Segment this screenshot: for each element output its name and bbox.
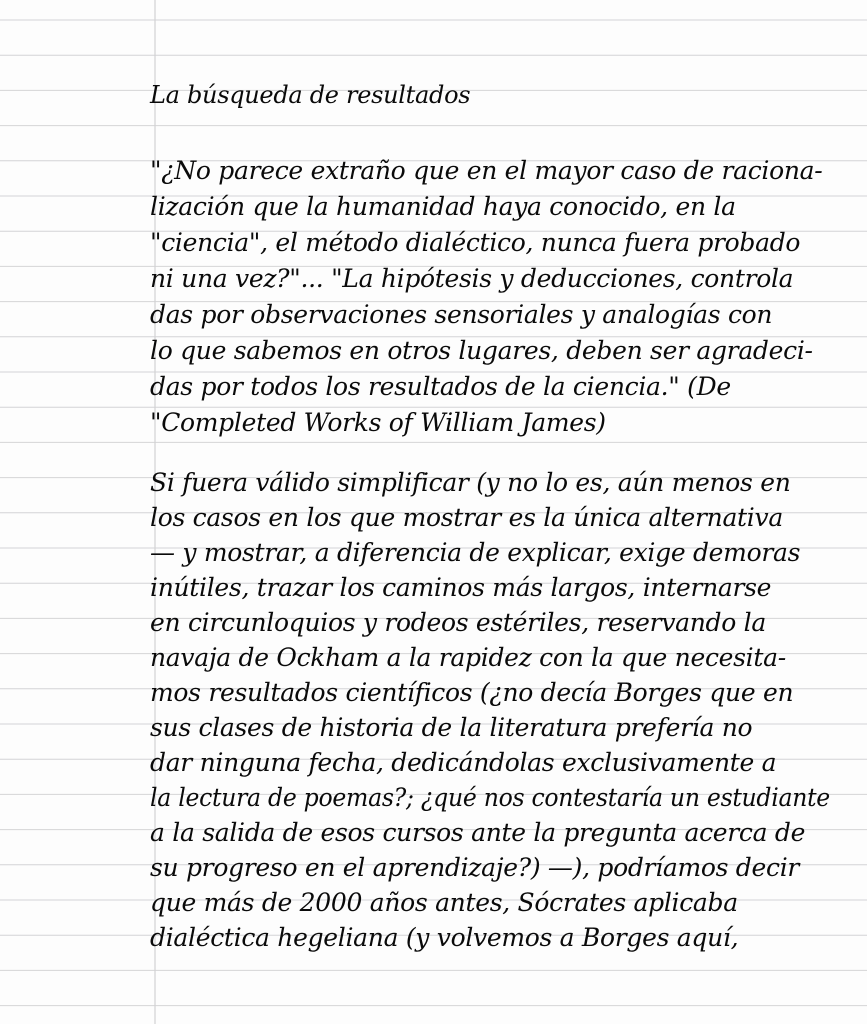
body-line: en circunloquios y rodeos estériles, reservando la xyxy=(150,608,766,637)
body-line: navaja de Ockham a la rapidez con la que necesita- xyxy=(150,643,786,672)
body-line: dialéctica hegeliana (y volvemos a Borges aquí, xyxy=(150,923,739,952)
body-line: dar ninguna fecha, dedicándolas exclusivamente a xyxy=(150,748,777,777)
quote-line: das por observaciones sensoriales y analogías con xyxy=(150,300,773,329)
note-title: La búsqueda de resultados xyxy=(150,81,471,109)
body-line: mos resultados científicos (¿no decía Borges que en xyxy=(150,678,794,707)
body-line: los casos en los que mostrar es la única alternativa xyxy=(150,503,783,532)
quote-line: "Completed Works of William James) xyxy=(150,408,606,437)
quote-line: lo que sabemos en otros lugares, deben ser agradeci- xyxy=(150,336,813,365)
body-line: la lectura de poemas?; ¿qué nos contestaría un estudiante xyxy=(150,783,830,812)
quote-line: das por todos los resultados de la ciencia." (De xyxy=(150,372,731,401)
body-line: que más de 2000 años antes, Sócrates aplicaba xyxy=(150,888,738,917)
body-line: Si fuera válido simplificar (y no lo es, aún menos en xyxy=(150,468,791,497)
body-line: inútiles, trazar los caminos más largos, internarse xyxy=(150,573,772,602)
quote-line: lización que la humanidad haya conocido, en la xyxy=(150,192,736,221)
body-line: su progreso en el aprendizaje?) —), podríamos decir xyxy=(150,853,800,882)
quote-line: "ciencia", el método dialéctico, nunca fuera probado xyxy=(150,228,801,257)
quote-line: "¿No parece extraño que en el mayor caso de raciona- xyxy=(150,156,823,185)
body-line: sus clases de historia de la literatura prefería no xyxy=(150,713,753,742)
body-line: — y mostrar, a diferencia de explicar, exige demoras xyxy=(150,538,801,567)
quote-line: ni una vez?"... "La hipótesis y deducciones, controla xyxy=(150,264,794,293)
body-line: a la salida de esos cursos ante la pregunta acerca de xyxy=(150,818,806,847)
